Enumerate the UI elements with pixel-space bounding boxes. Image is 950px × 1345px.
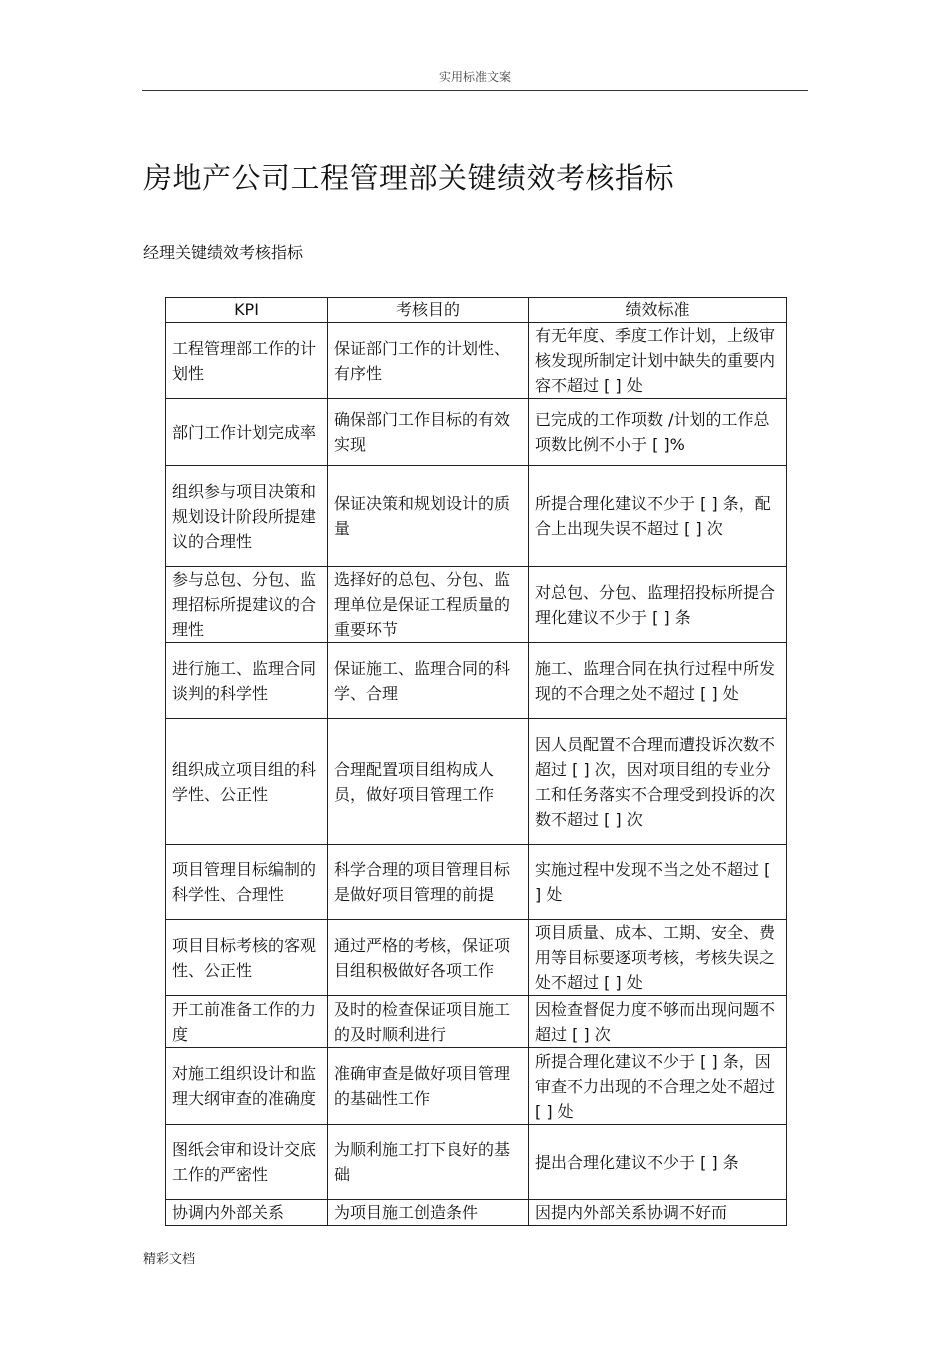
- kpi-cell: 部门工作计划完成率: [166, 399, 328, 466]
- standard-cell: 已完成的工作项数 /计划的工作总项数比例不小于 [ ]%: [529, 399, 787, 466]
- standard-cell: 对总包、分包、监理招投标所提合理化建议不少于 [ ] 条: [529, 567, 787, 643]
- purpose-cell: 准确审查是做好项目管理的基础性工作: [328, 1048, 529, 1125]
- header-divider: [142, 90, 808, 91]
- purpose-cell: 保证决策和规划设计的质量: [328, 466, 529, 567]
- kpi-cell: 组织成立项目组的科学性、公正性: [166, 719, 328, 845]
- kpi-cell: 进行施工、监理合同谈判的科学性: [166, 643, 328, 719]
- standard-cell: 实施过程中发现不当之处不超过 [ ] 处: [529, 845, 787, 920]
- kpi-cell: 工程管理部工作的计划性: [166, 323, 328, 399]
- standard-cell: 所提合理化建议不少于 [ ] 条，因审查不力出现的不合理之处不超过 [ ] 处: [529, 1048, 787, 1125]
- purpose-cell: 合理配置项目组构成人员，做好项目管理工作: [328, 719, 529, 845]
- purpose-cell: 保证施工、监理合同的科学、合理: [328, 643, 529, 719]
- kpi-cell: 对施工组织设计和监理大纲审查的准确度: [166, 1048, 328, 1125]
- standard-cell: 因人员配置不合理而遭投诉次数不超过 [ ] 次，因对项目组的专业分工和任务落实不合理受到投诉的次数不超过 [ ] 次: [529, 719, 787, 845]
- table-row: [166, 845, 787, 920]
- table-row: [166, 1200, 787, 1226]
- column-header-kpi: KPI: [166, 298, 328, 323]
- table-header-row: [166, 298, 787, 323]
- page-footer: 精彩文档: [143, 1252, 196, 1267]
- standard-cell: 提出合理化建议不少于 [ ] 条: [529, 1125, 787, 1200]
- standard-cell: 项目质量、成本、工期、安全、费用等目标要逐项考核，考核失误之处不超过 [ ] 处: [529, 920, 787, 996]
- table-row: [166, 466, 787, 567]
- column-header-standard: 绩效标准: [529, 298, 787, 323]
- kpi-cell: 开工前准备工作的力度: [166, 996, 328, 1048]
- kpi-cell: 参与总包、分包、监理招标所提建议的合理性: [166, 567, 328, 643]
- table-row: [166, 1125, 787, 1200]
- table-row: [166, 719, 787, 845]
- purpose-cell: 保证部门工作的计划性、有序性: [328, 323, 529, 399]
- table-row: [166, 1048, 787, 1125]
- purpose-cell: 为顺利施工打下良好的基础: [328, 1125, 529, 1200]
- purpose-cell: 为项目施工创造条件: [328, 1200, 529, 1226]
- table-row: [166, 567, 787, 643]
- kpi-table: [165, 297, 787, 1226]
- table-row: [166, 920, 787, 996]
- kpi-cell: 项目管理目标编制的科学性、合理性: [166, 845, 328, 920]
- purpose-cell: 及时的检查保证项目施工的及时顺利进行: [328, 996, 529, 1048]
- kpi-cell: 协调内外部关系: [166, 1200, 328, 1226]
- standard-cell: 因检查督促力度不够而出现问题不超过 [ ] 次: [529, 996, 787, 1048]
- section-heading: 经理关键绩效考核指标: [143, 243, 304, 262]
- table-row: [166, 996, 787, 1048]
- column-header-purpose: 考核目的: [328, 298, 529, 323]
- page-header: 实用标准文案: [438, 70, 511, 84]
- table-row: [166, 323, 787, 399]
- purpose-cell: 通过严格的考核，保证项目组积极做好各项工作: [328, 920, 529, 996]
- standard-cell: 所提合理化建议不少于 [ ] 条，配合上出现失误不超过 [ ] 次: [529, 466, 787, 567]
- document-title: 房地产公司工程管理部关键绩效考核指标: [143, 161, 675, 195]
- table-row: [166, 399, 787, 466]
- kpi-cell: 组织参与项目决策和规划设计阶段所提建议的合理性: [166, 466, 328, 567]
- purpose-cell: 选择好的总包、分包、监理单位是保证工程质量的重要环节: [328, 567, 529, 643]
- standard-cell: 有无年度、季度工作计划，上级审核发现所制定计划中缺失的重要内容不超过 [ ] 处: [529, 323, 787, 399]
- standard-cell: 施工、监理合同在执行过程中所发现的不合理之处不超过 [ ] 处: [529, 643, 787, 719]
- purpose-cell: 科学合理的项目管理目标是做好项目管理的前提: [328, 845, 529, 920]
- standard-cell: 因提内外部关系协调不好而: [529, 1200, 787, 1226]
- kpi-cell: 项目目标考核的客观性、公正性: [166, 920, 328, 996]
- kpi-cell: 图纸会审和设计交底工作的严密性: [166, 1125, 328, 1200]
- table-row: [166, 643, 787, 719]
- purpose-cell: 确保部门工作目标的有效实现: [328, 399, 529, 466]
